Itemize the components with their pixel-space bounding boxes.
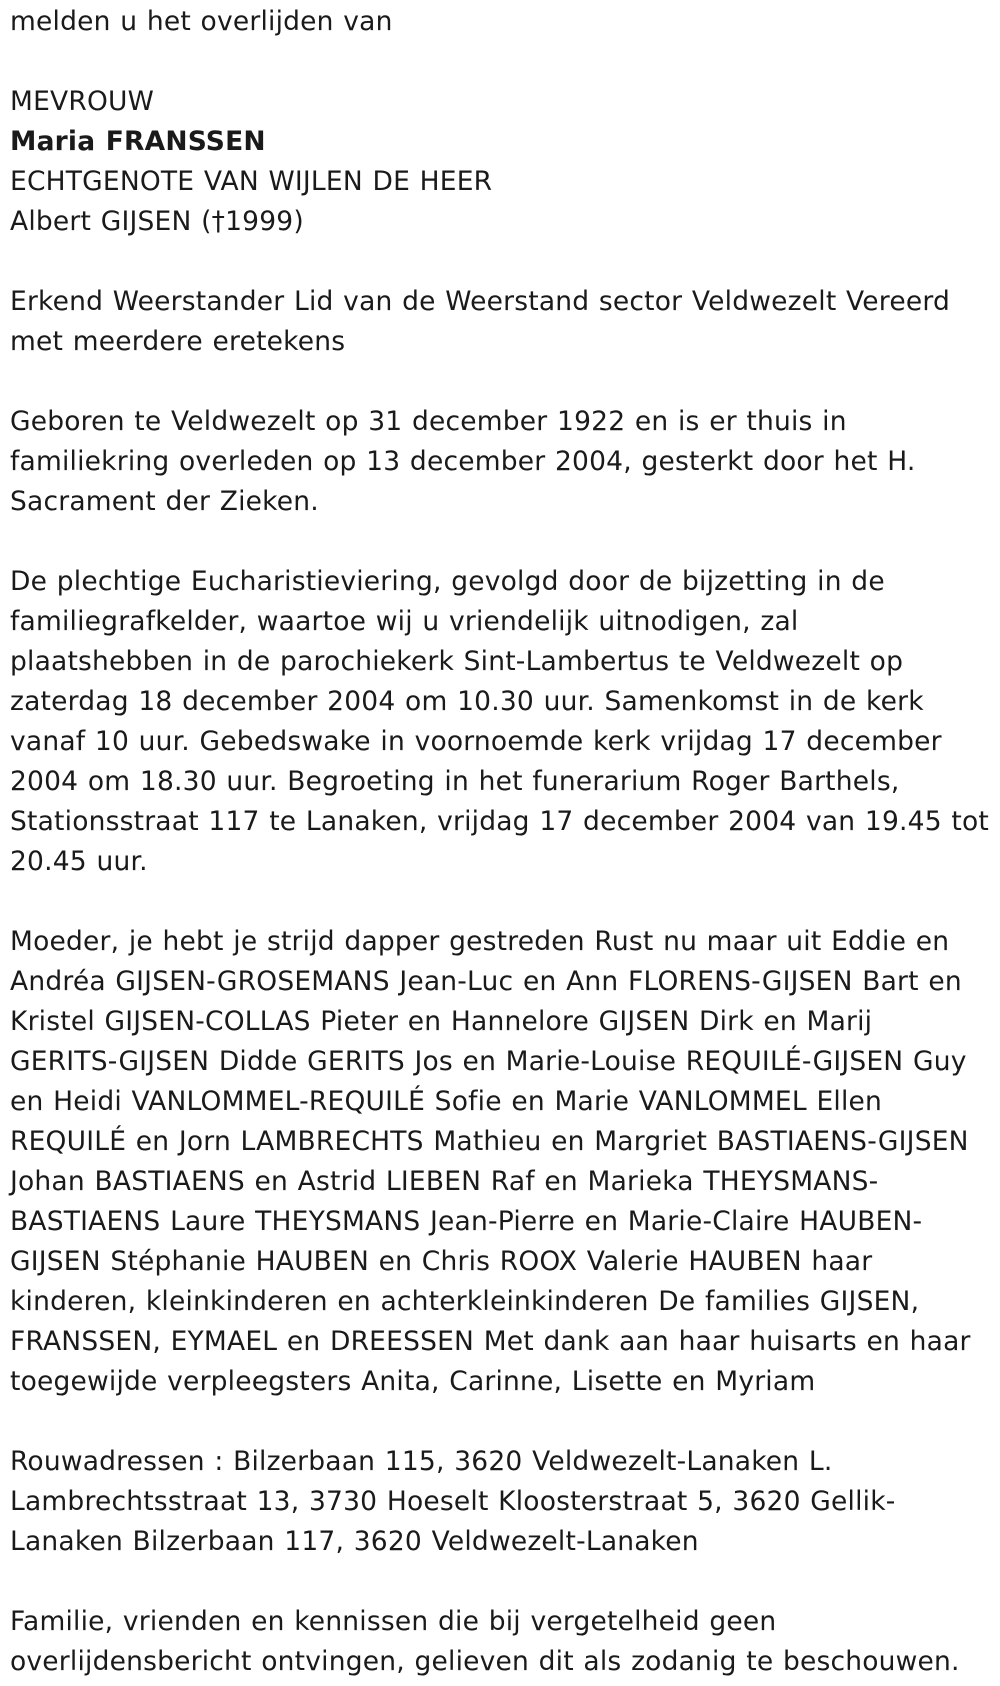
intro-text: melden u het overlijden van: [10, 6, 393, 37]
resistance-paragraph: Erkend Weerstander Lid van de Weerstand sector Veldwezelt Vereerd met meerdere eretekens: [10, 286, 950, 357]
deceased-name: Maria FRANSSEN: [10, 126, 266, 157]
spacer: [10, 882, 990, 922]
addresses-paragraph: Rouwadressen : Bilzerbaan 115, 3620 Veldwezelt-Lanaken L. Lambrechtsstraat 13, 3730 Hoeselt Kloosterstraat 5, 3620 Gellik-Lanaken Bilzerbaan 117, 3620 Veldwezelt-Lanaken: [10, 1446, 896, 1557]
closing-paragraph: Familie, vrienden en kennissen die bij vergetelheid geen overlijdensbericht ontvingen, gelieven dit als zodanig te beschouwen.: [10, 1606, 960, 1677]
spacer: [10, 242, 990, 282]
spacer: [10, 522, 990, 562]
spacer: [10, 42, 990, 82]
spacer: [10, 362, 990, 402]
title-text: MEVROUW: [10, 86, 155, 117]
spouse-name: Albert GIJSEN (†1999): [10, 206, 304, 237]
birth-death-paragraph: Geboren te Veldwezelt op 31 december 1922 en is er thuis in familiekring overleden op 13 december 2004, gesterkt door het H. Sacrament der Zieken.: [10, 406, 916, 517]
spouse-prefix: ECHTGENOTE VAN WIJLEN DE HEER: [10, 166, 493, 197]
family-paragraph: Moeder, je hebt je strijd dapper gestreden Rust nu maar uit Eddie en Andréa GIJSEN-GROSEMANS Jean-Luc en Ann FLORENS-GIJSEN Bart en Kristel GIJSEN-COLLAS Pieter en Hannelore GIJSEN Dirk en Marij GERITS-GIJSEN Didde GERITS Jos en Marie-Louise REQUILÉ-GIJSEN Guy en Heidi VANLOMMEL-REQUILÉ Sofie en Marie VANLOMMEL Ellen REQUILÉ en Jorn LAMBRECHTS Mathieu en Margriet BASTIAENS-GIJSEN Johan BASTIAENS en Astrid LIEBEN Raf en Marieka THEYSMANS-BASTIAENS Laure THEYSMANS Jean-Pierre en Marie-Claire HAUBEN-GIJSEN Stéphanie HAUBEN en Chris ROOX Valerie HAUBEN haar kinderen, kleinkinderen en achterkleinkinderen De families GIJSEN, FRANSSEN, EYMAEL en DREESSEN Met dank aan haar huisarts en haar toegewijde verpleegsters Anita, Carinne, Lisette en Myriam: [10, 926, 971, 1397]
spacer: [10, 1562, 990, 1602]
ceremony-paragraph: De plechtige Eucharistieviering, gevolgd door de bijzetting in de familiegrafkelder, waartoe wij u vriendelijk uitnodigen, zal plaatshebben in de parochiekerk Sint-Lambertus te Veldwezelt op zaterdag 18 december 2004 om 10.30 uur. Samenkomst in de kerk vanaf 10 uur. Gebedswake in voornoemde kerk vrijdag 17 december 2004 om 18.30 uur. Begroeting in het funerarium Roger Barthels, Stationsstraat 117 te Lanaken, vrijdag 17 december 2004 van 19.45 tot 20.45 uur.: [10, 566, 990, 877]
spacer: [10, 1402, 990, 1442]
